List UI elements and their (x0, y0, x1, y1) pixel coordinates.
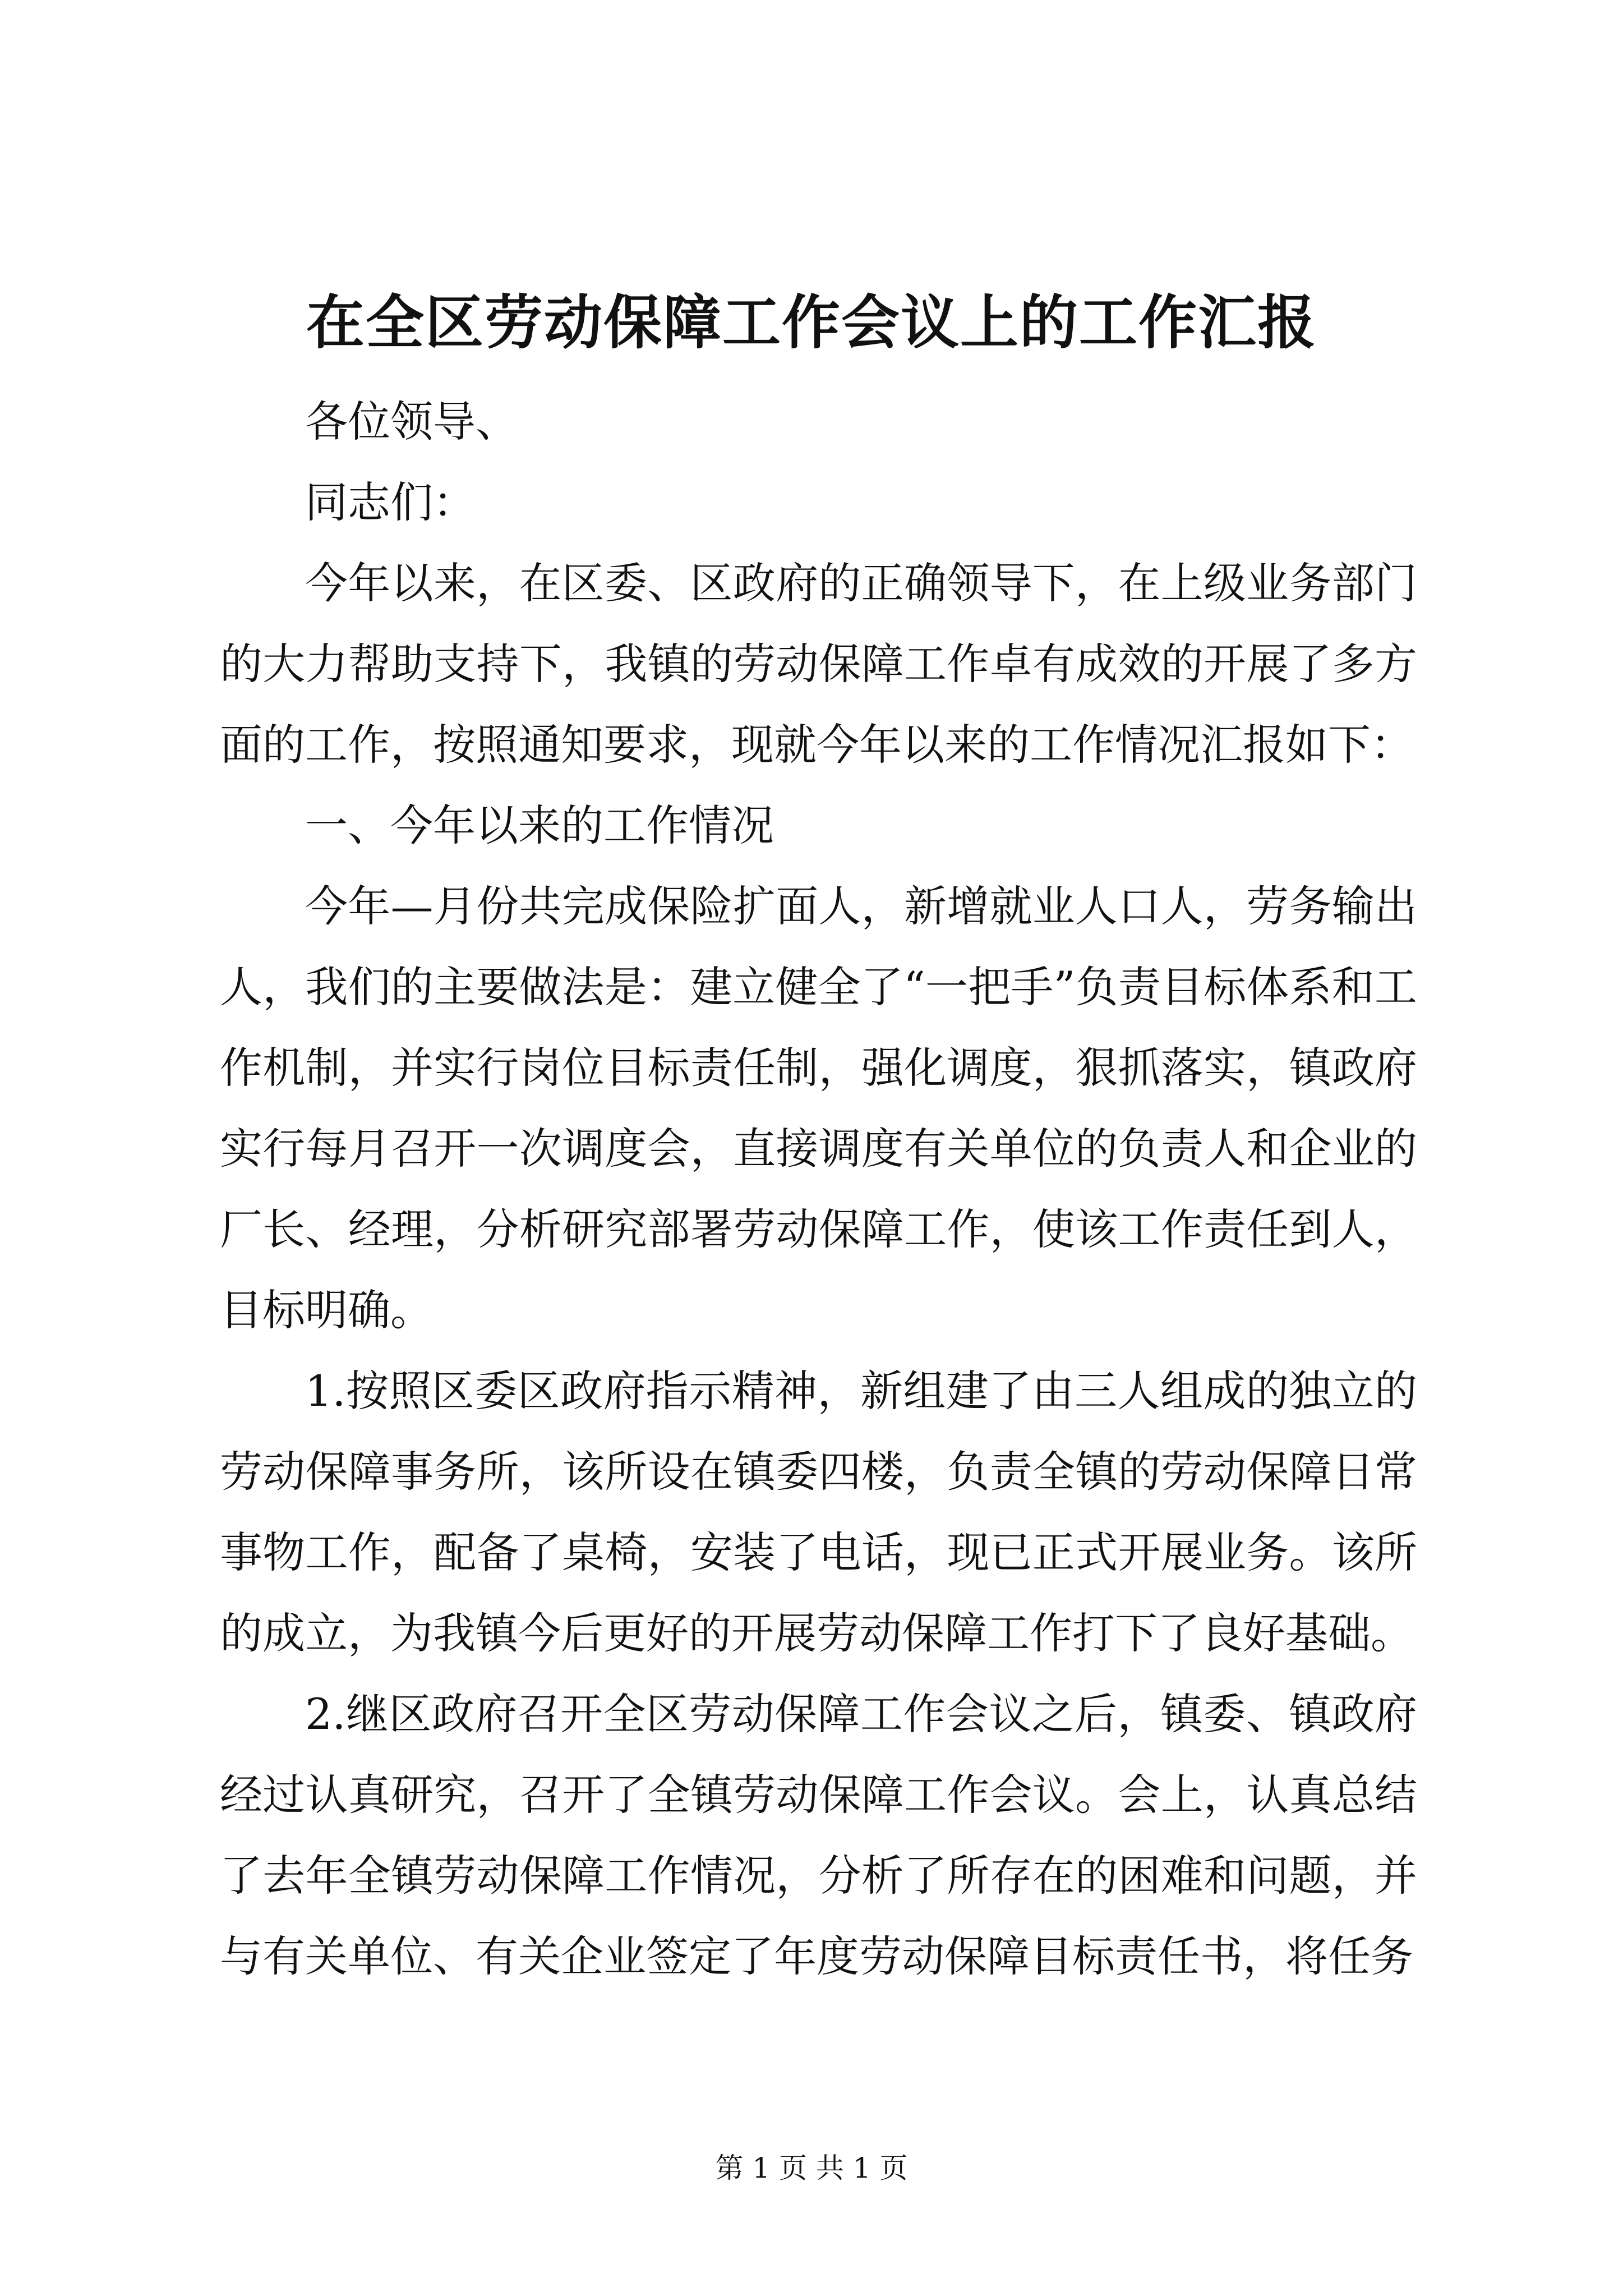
section-heading: 一、今年以来的工作情况 (305, 800, 774, 850)
salutation-leaders: 各位领导、 (305, 397, 518, 447)
item-2-paragraph: 2.继区政府召开全区劳动保障工作会议之后，镇委、镇政府经过认真研究，召开了全镇劳动保障工作会议。会上，认真总结了去年全镇劳动保障工作情况，分析了所存在的困难和问题，并与有关单位、有关企业签定了年度劳动保障目标责任书，将任务 (220, 1689, 1417, 1981)
page-footer: 第 1 页 共 1 页 (715, 2152, 908, 2184)
item-1-paragraph: 1.按照区委区政府指示精神，新组建了由三人组成的独立的劳动保障事务所，该所设在镇委四楼，负责全镇的劳动保障日常事物工作，配备了桌椅，安装了电话，现已正式开展业务。该所的成立，为我镇今后更好的开展劳动保障工作打下了良好基础。 (220, 1366, 1417, 1658)
salutation-comrades: 同志们： (305, 477, 476, 527)
intro-paragraph: 今年以来，在区委、区政府的正确领导下，在上级业务部门的大力帮助支持下，我镇的劳动保障工作卓有成效的开展了多方面的工作，按照通知要求，现就今年以来的工作情况汇报如下： (220, 558, 1417, 770)
work-summary-paragraph: 今年—月份共完成保险扩面人，新增就业人口人，劳务输出人，我们的主要做法是：建立健全了“一把手”负责目标体系和工作机制，并实行岗位目标责任制，强化调度，狠抓落实，镇政府实行每月召开一次调度会，直接调度有关单位的负责人和企业的厂长、经理，分析研究部署劳动保障工作，使该工作责任到人，目标明确。 (220, 881, 1417, 1335)
document-title: 在全区劳动保障工作会议上的工作汇报 (306, 288, 1317, 357)
document-body (220, 381, 1417, 1997)
